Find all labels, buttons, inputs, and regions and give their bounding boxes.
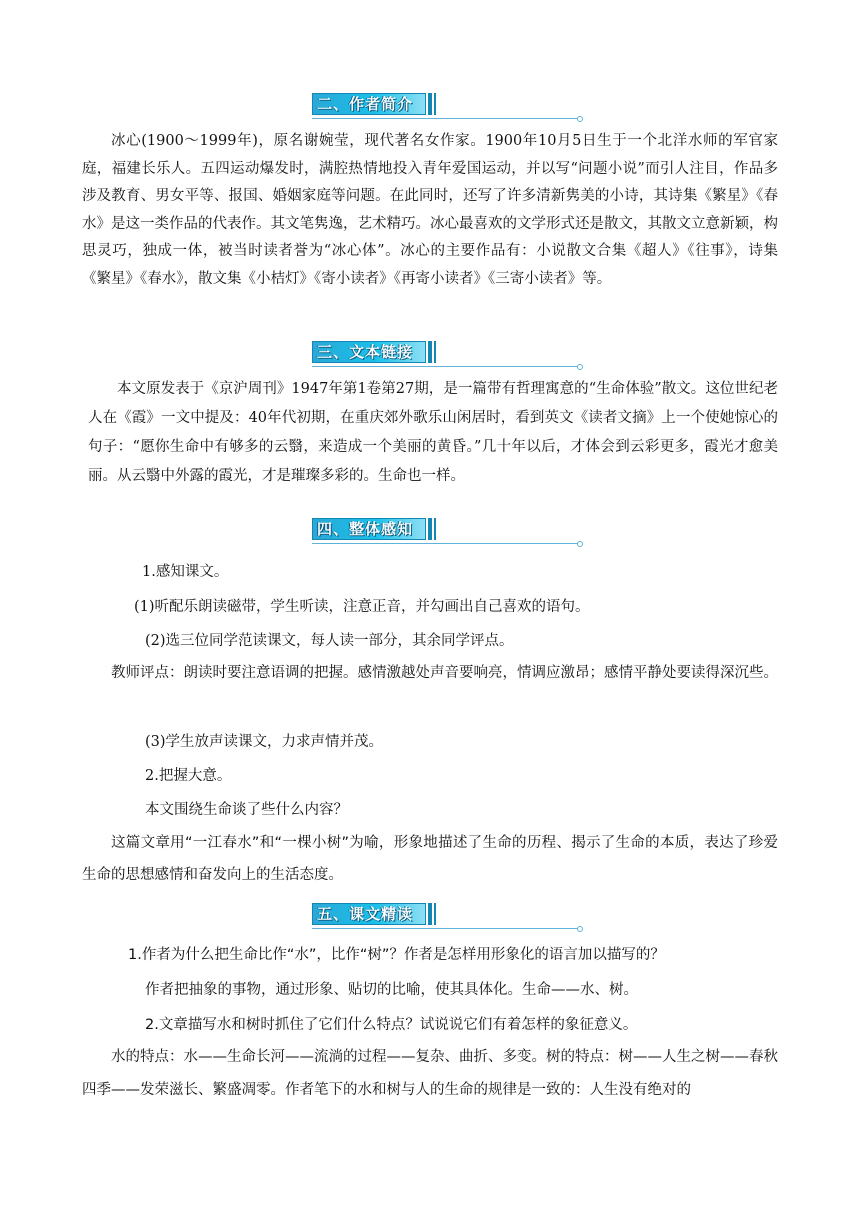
section-title: 二、作者简介 bbox=[312, 93, 426, 115]
header-bar-decoration bbox=[428, 341, 432, 363]
header-underline bbox=[312, 118, 577, 119]
section-header-link bbox=[312, 341, 580, 371]
header-bar-decoration bbox=[434, 93, 436, 115]
overall-line: 本文围绕生命谈了些什么内容？ bbox=[145, 802, 348, 818]
header-underline bbox=[312, 543, 577, 544]
reading-line: 1.作者为什么把生命比作“水”，比作“树”？作者是怎样用形象化的语言加以描写的？ bbox=[128, 947, 665, 963]
section-header-author bbox=[312, 93, 580, 123]
author-paragraph: 冰心(1900～1999年)，原名谢婉莹，现代著名女作家。1900年10月5日生于一个北洋水师的军官家庭，福建长乐人。五四运动爆发时，满腔热情地投入青年爱国运动，并以写“问题小说”而引人注目，作品多涉及教育、男女平等、报国、婚姻家庭等问题。在此同时，还写了许多清新隽美的小诗，其诗集《繁星》《春水》是这一类作品的代表作。其文笔隽逸，艺术精巧。冰心最喜欢的文学形式还是散文，其散文立意新颖，构思灵巧，独成一体，被当时读者誉为“冰心体”。冰心的主要作品有：小说散文合集《超人》《往事》，诗集《繁星》《春水》，散文集《小桔灯》《寄小读者》《再寄小读者》《三寄小读者》等。 bbox=[82, 133, 778, 287]
reading-line: 2.文章描写水和树时抓住了它们什么特点？试说说它们有着怎样的象征意义。 bbox=[145, 1017, 638, 1033]
overall-paragraph: 教师评点：朗读时要注意语调的把握。感情激越处声音要响亮，情调应激昂；感情平静处要读得深沉些。 bbox=[111, 665, 778, 681]
section-header-overall bbox=[312, 518, 580, 548]
header-underline bbox=[312, 928, 577, 929]
header-bar-decoration bbox=[428, 903, 432, 925]
section-header-reading bbox=[312, 903, 580, 933]
reading-line: 作者把抽象的事物，通过形象、贴切的比喻，使其具体化。生命——水、树。 bbox=[145, 982, 638, 998]
header-underline bbox=[312, 366, 577, 367]
overall-line: 2.把握大意。 bbox=[145, 768, 232, 784]
header-bar-decoration bbox=[434, 518, 436, 540]
section-title: 四、整体感知 bbox=[312, 518, 426, 540]
overall-line: (2)选三位同学范读课文，每人读一部分，其余同学评点。 bbox=[145, 633, 514, 649]
section-title: 三、文本链接 bbox=[312, 341, 426, 363]
header-dot-decoration bbox=[577, 364, 583, 370]
header-dot-decoration bbox=[577, 926, 583, 932]
overall-line: 1.感知课文。 bbox=[142, 564, 229, 580]
section-title: 五、课文精读 bbox=[312, 903, 426, 925]
overall-paragraph: 这篇文章用“一江春水”和“一棵小树”为喻，形象地描述了生命的历程、揭示了生命的本质，表达了珍爱生命的思想感情和奋发向上的生活态度。 bbox=[82, 835, 778, 883]
header-bar-decoration bbox=[428, 93, 432, 115]
header-dot-decoration bbox=[577, 541, 583, 547]
header-dot-decoration bbox=[577, 116, 583, 122]
header-bar-decoration bbox=[434, 341, 436, 363]
reading-paragraph: 水的特点：水——生命长河——流淌的过程——复杂、曲折、多变。树的特点：树——人生之树——春秋四季——发荣滋长、繁盛凋零。作者笔下的水和树与人的生命的规律是一致的：人生没有绝对的 bbox=[82, 1049, 778, 1098]
header-bar-decoration bbox=[434, 903, 436, 925]
link-paragraph: 本文原发表于《京沪周刊》1947年第1卷第27期，是一篇带有哲理寓意的“生命体验”散文。这位世纪老人在《霞》一文中提及：40年代初期，在重庆郊外歌乐山闲居时，看到英文《读者文摘》上一个使她惊心的句子：“愿你生命中有够多的云翳，来造成一个美丽的黄昏。”几十年以后，才体会到云彩更多，霞光才愈美丽。从云翳中外露的霞光，才是璀璨多彩的。生命也一样。 bbox=[88, 381, 778, 484]
overall-line: (1)听配乐朗读磁带，学生听读，注意正音，并勾画出自己喜欢的语句。 bbox=[134, 599, 590, 615]
header-bar-decoration bbox=[428, 518, 432, 540]
overall-line: (3)学生放声读课文，力求声情并茂。 bbox=[145, 734, 384, 750]
